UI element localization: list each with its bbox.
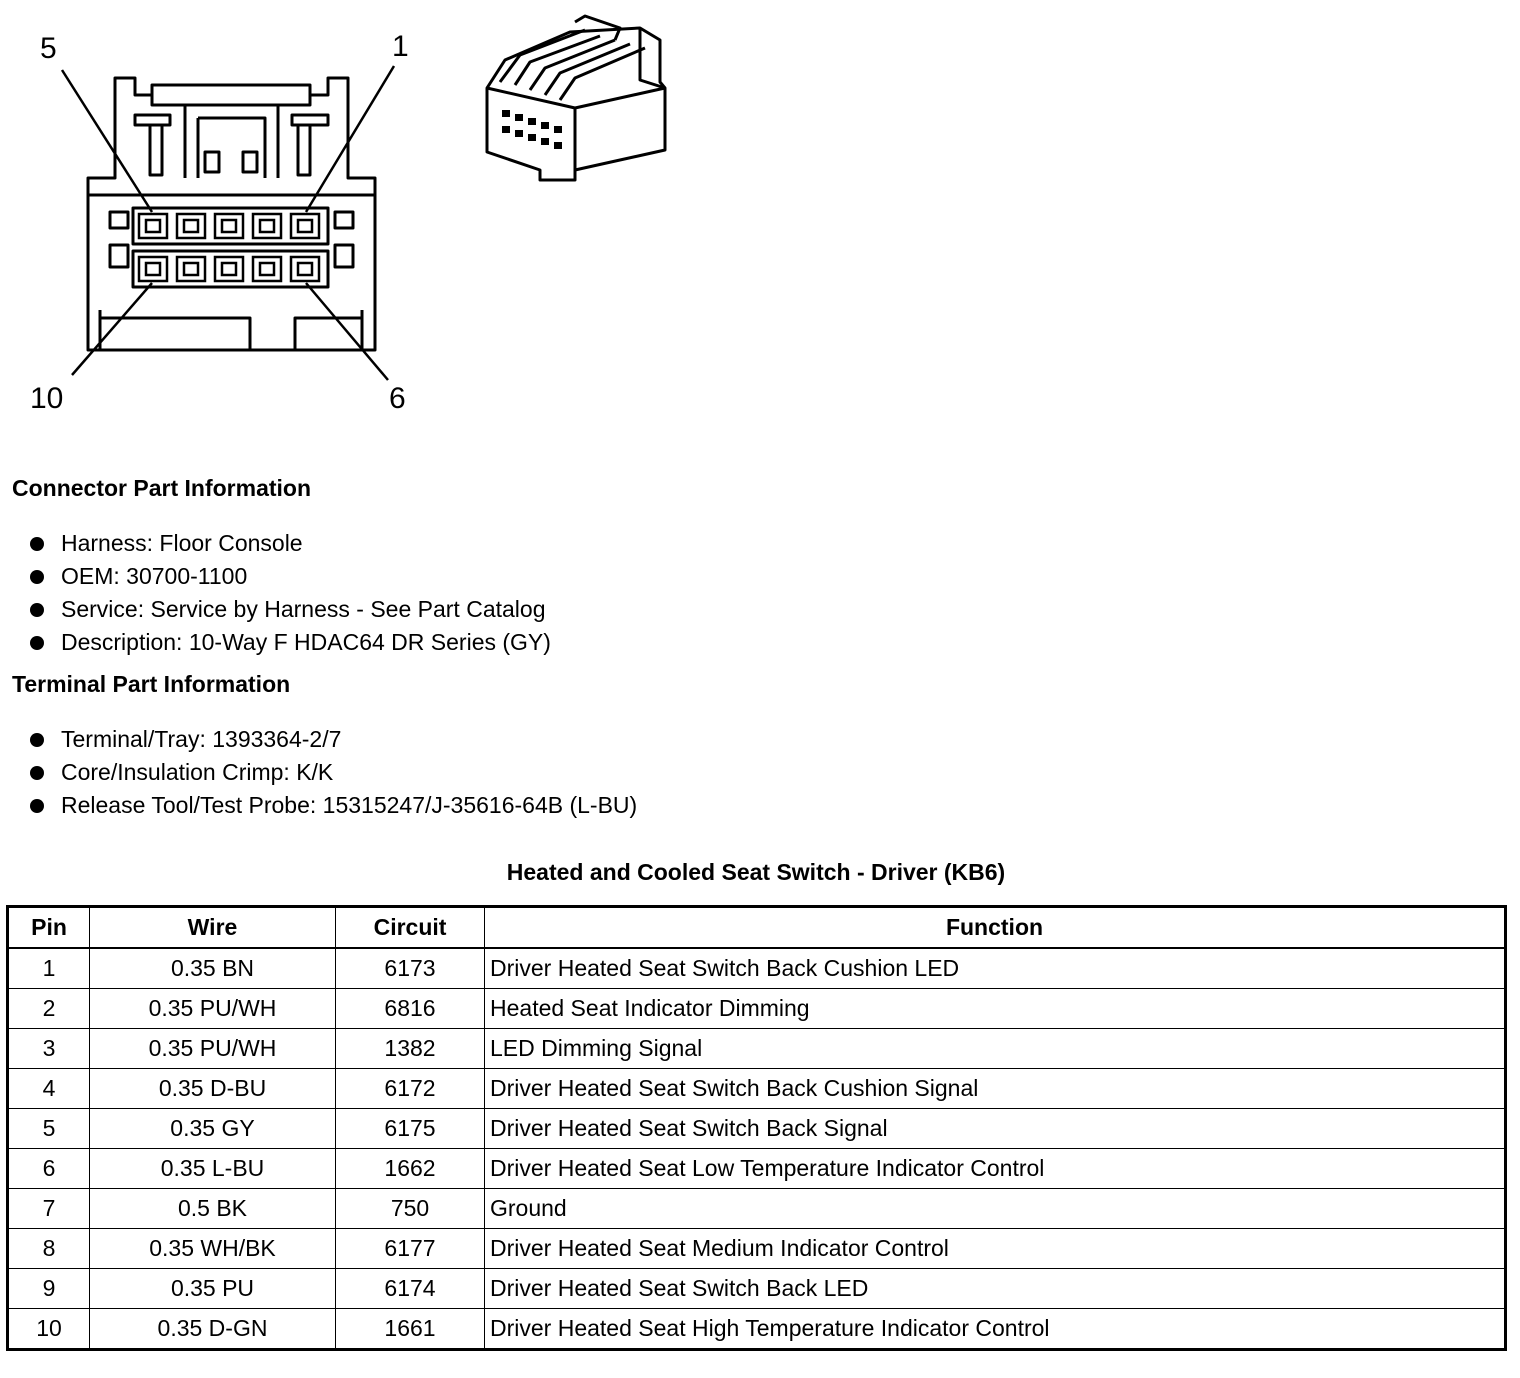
- pin-label-bottom-right: 6: [389, 382, 406, 415]
- cell-circuit: 6177: [336, 1229, 485, 1269]
- table-title: Heated and Cooled Seat Switch - Driver (KB6): [506, 859, 1006, 885]
- cell-circuit: 6175: [336, 1109, 485, 1149]
- cell-wire: 0.35 PU: [90, 1269, 336, 1309]
- cell-wire: 0.35 D-BU: [90, 1069, 336, 1109]
- cell-circuit: 1662: [336, 1149, 485, 1189]
- cell-wire: 0.35 WH/BK: [90, 1229, 336, 1269]
- connector-info-list: [28, 527, 551, 659]
- bullet-icon: [30, 570, 44, 584]
- cell-wire: 0.35 PU/WH: [90, 989, 336, 1029]
- table-row: [8, 1069, 1506, 1109]
- pin-label-top-right: 1: [392, 30, 409, 63]
- pinout-table: [6, 905, 1507, 1351]
- header-wire: Wire: [90, 907, 336, 949]
- cell-wire: 0.35 GY: [90, 1109, 336, 1149]
- cell-function: Ground: [485, 1189, 1506, 1229]
- connector-face-diagram: [0, 0, 700, 440]
- cell-function: Driver Heated Seat Switch Back Signal: [485, 1109, 1506, 1149]
- connector-info-title: Connector Part Information: [12, 475, 312, 501]
- cell-function: Driver Heated Seat Medium Indicator Control: [485, 1229, 1506, 1269]
- cell-circuit: 6174: [336, 1269, 485, 1309]
- table-row: [8, 989, 1506, 1029]
- cell-circuit: 6816: [336, 989, 485, 1029]
- cell-function: Driver Heated Seat Switch Back Cushion LED: [485, 948, 1506, 989]
- bullet-icon: [30, 537, 44, 551]
- cell-circuit: 1382: [336, 1029, 485, 1069]
- list-item: Service: Service by Harness - See Part Catalog: [28, 593, 551, 626]
- header-pin: Pin: [8, 907, 90, 949]
- list-item: OEM: 30700-1100: [28, 560, 551, 593]
- cell-circuit: 1661: [336, 1309, 485, 1350]
- cell-pin: 5: [8, 1109, 90, 1149]
- cell-wire: 0.35 L-BU: [90, 1149, 336, 1189]
- cell-pin: 9: [8, 1269, 90, 1309]
- cell-pin: 7: [8, 1189, 90, 1229]
- cell-wire: 0.35 BN: [90, 948, 336, 989]
- cell-function: Driver Heated Seat Switch Back Cushion Signal: [485, 1069, 1506, 1109]
- cell-pin: 3: [8, 1029, 90, 1069]
- cell-function: LED Dimming Signal: [485, 1029, 1506, 1069]
- pin-label-top-left: 5: [40, 32, 57, 65]
- list-item: Description: 10-Way F HDAC64 DR Series (GY): [28, 626, 551, 659]
- cell-circuit: 750: [336, 1189, 485, 1229]
- terminal-info-list: [28, 723, 637, 822]
- cell-function: Heated Seat Indicator Dimming: [485, 989, 1506, 1029]
- table-row: [8, 1029, 1506, 1069]
- header-function: Function: [485, 907, 1506, 949]
- bullet-icon: [30, 799, 44, 813]
- table-row: [8, 1109, 1506, 1149]
- cell-pin: 8: [8, 1229, 90, 1269]
- terminal-info-title: Terminal Part Information: [12, 671, 291, 697]
- bullet-icon: [30, 733, 44, 747]
- cell-pin: 10: [8, 1309, 90, 1350]
- cell-pin: 2: [8, 989, 90, 1029]
- table-row: [8, 1229, 1506, 1269]
- table-row: [8, 1269, 1506, 1309]
- cell-pin: 4: [8, 1069, 90, 1109]
- cell-function: Driver Heated Seat Switch Back LED: [485, 1269, 1506, 1309]
- bullet-icon: [30, 766, 44, 780]
- cell-wire: 0.35 PU/WH: [90, 1029, 336, 1069]
- cell-circuit: 6173: [336, 948, 485, 989]
- cell-wire: 0.5 BK: [90, 1189, 336, 1229]
- pin-label-bottom-left: 10: [30, 382, 64, 415]
- cell-wire: 0.35 D-GN: [90, 1309, 336, 1350]
- header-circuit: Circuit: [336, 907, 485, 949]
- cell-pin: 1: [8, 948, 90, 989]
- list-item: Release Tool/Test Probe: 15315247/J-35616-64B (L-BU): [28, 789, 637, 822]
- list-item: Terminal/Tray: 1393364-2/7: [28, 723, 637, 756]
- table-row: [8, 1189, 1506, 1229]
- list-item: Harness: Floor Console: [28, 527, 551, 560]
- table-row: [8, 1149, 1506, 1189]
- bullet-icon: [30, 603, 44, 617]
- table-row: [8, 948, 1506, 989]
- cell-pin: 6: [8, 1149, 90, 1189]
- cell-function: Driver Heated Seat High Temperature Indicator Control: [485, 1309, 1506, 1350]
- table-row: [8, 1309, 1506, 1350]
- cell-circuit: 6172: [336, 1069, 485, 1109]
- table-header-row: [8, 907, 1506, 949]
- bullet-icon: [30, 636, 44, 650]
- cell-function: Driver Heated Seat Low Temperature Indicator Control: [485, 1149, 1506, 1189]
- list-item: Core/Insulation Crimp: K/K: [28, 756, 637, 789]
